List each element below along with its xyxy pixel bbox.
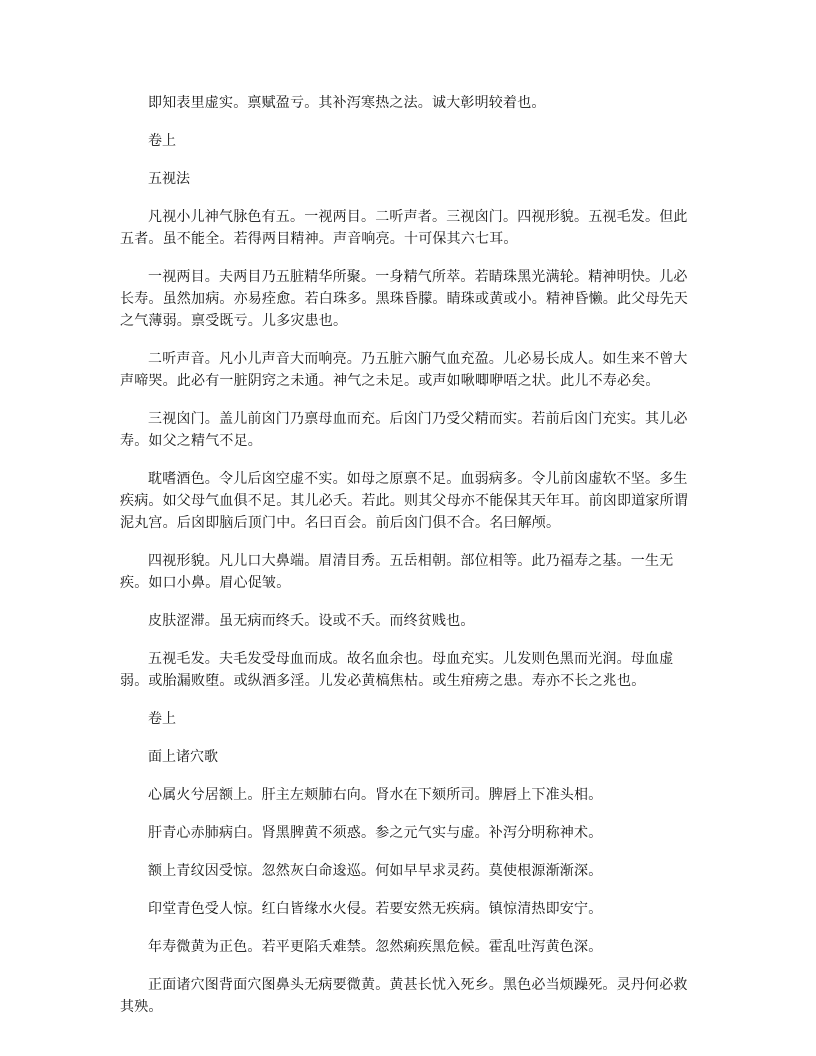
paragraph-intro: 即知表里虚实。禀赋盈亏。其补泻寒热之法。诚大彰明较着也。: [148, 95, 546, 111]
section-heading-volume: 卷上: [148, 133, 176, 149]
paragraph-fontanel: 三视囟门。盖儿前囟门乃禀母血而充。后囟门乃受父精而实。若前后囟门充实。其儿必寿。如父之精气不足。: [120, 411, 688, 449]
section-title-acupoints-song: 面上诸穴歌: [148, 749, 218, 765]
verse-4: 印堂青色受人惊。红白皆缘水火侵。若要安然无疾病。镇惊清热即安宁。: [148, 901, 603, 917]
verse-3: 额上青纹因受惊。忽然灰白命逡巡。何如早早求灵药。莫使根源渐渐深。: [148, 863, 603, 879]
paragraph-overview: 凡视小儿神气脉色有五。一视两目。二听声者。三视囟门。四视形貌。五视毛发。但此五者。虽不能全。若得两目精神。声音响亮。十可保其六七耳。: [120, 209, 688, 247]
document-body: [120, 92, 698, 1034]
section-title-five-methods: 五视法: [148, 171, 190, 187]
paragraph-appearance: 四视形貌。凡儿口大鼻端。眉清目秀。五岳相朝。部位相等。此乃福寿之基。一生无疾。如口小鼻。眉心促皱。: [120, 553, 674, 591]
paragraph-eyes: 一视两目。夫两目乃五脏精华所聚。一身精气所萃。若睛珠黑光满轮。精神明快。儿必长寿。虽然加病。亦易痊愈。若白珠多。黑珠昏朦。睛珠或黄或小。精神昏懒。此父母先天之气薄弱。禀受既亏。儿多灾患也。: [120, 269, 688, 329]
paragraph-voice: 二听声音。凡小儿声音大而响亮。乃五脏六腑气血充盈。儿必易长成人。如生来不曾大声啼哭。此必有一脏阴窍之未通。神气之未足。或声如啾唧咿唔之状。此儿不寿必矣。: [120, 351, 688, 389]
paragraph-appearance-continued: 皮肤涩滞。虽无病而终夭。设或不夭。而终贫贱也。: [148, 613, 475, 629]
verse-5: 年寿微黄为正色。若平更陷夭难禁。忽然痢疾黑危候。霍乱吐泻黄色深。: [148, 939, 603, 955]
paragraph-hair: 五视毛发。夫毛发受母血而成。故名血余也。母血充实。儿发则色黑而光润。母血虚弱。或胎漏败堕。或纵酒多淫。儿发必黄槁焦枯。或生疳痨之患。寿亦不长之兆也。: [120, 651, 674, 689]
verse-2: 肝青心赤肺病白。肾黑脾黄不须惑。参之元气实与虚。补泻分明称神术。: [148, 825, 603, 841]
paragraph-fontanel-continued: 耽嗜酒色。令儿后囟空虚不实。如母之原禀不足。血弱病多。令儿前囟虚软不坚。多生疾病。如父母气血俱不足。其儿必夭。若此。则其父母亦不能保其天年耳。前囟即道家所谓泥丸宫。后囟即脑后顶门中。名曰百会。前后囟门俱不合。名曰解颅。: [120, 471, 688, 531]
section-heading-volume-2: 卷上: [148, 711, 176, 727]
verse-1: 心属火兮居额上。肝主左颊肺右向。肾水在下颏所司。脾唇上下准头相。: [148, 787, 603, 803]
verse-6: 正面诸穴图背面穴图鼻头无病要微黄。黄甚长忧入死乡。黑色必当烦躁死。灵丹何必救其殃。: [120, 977, 688, 1015]
